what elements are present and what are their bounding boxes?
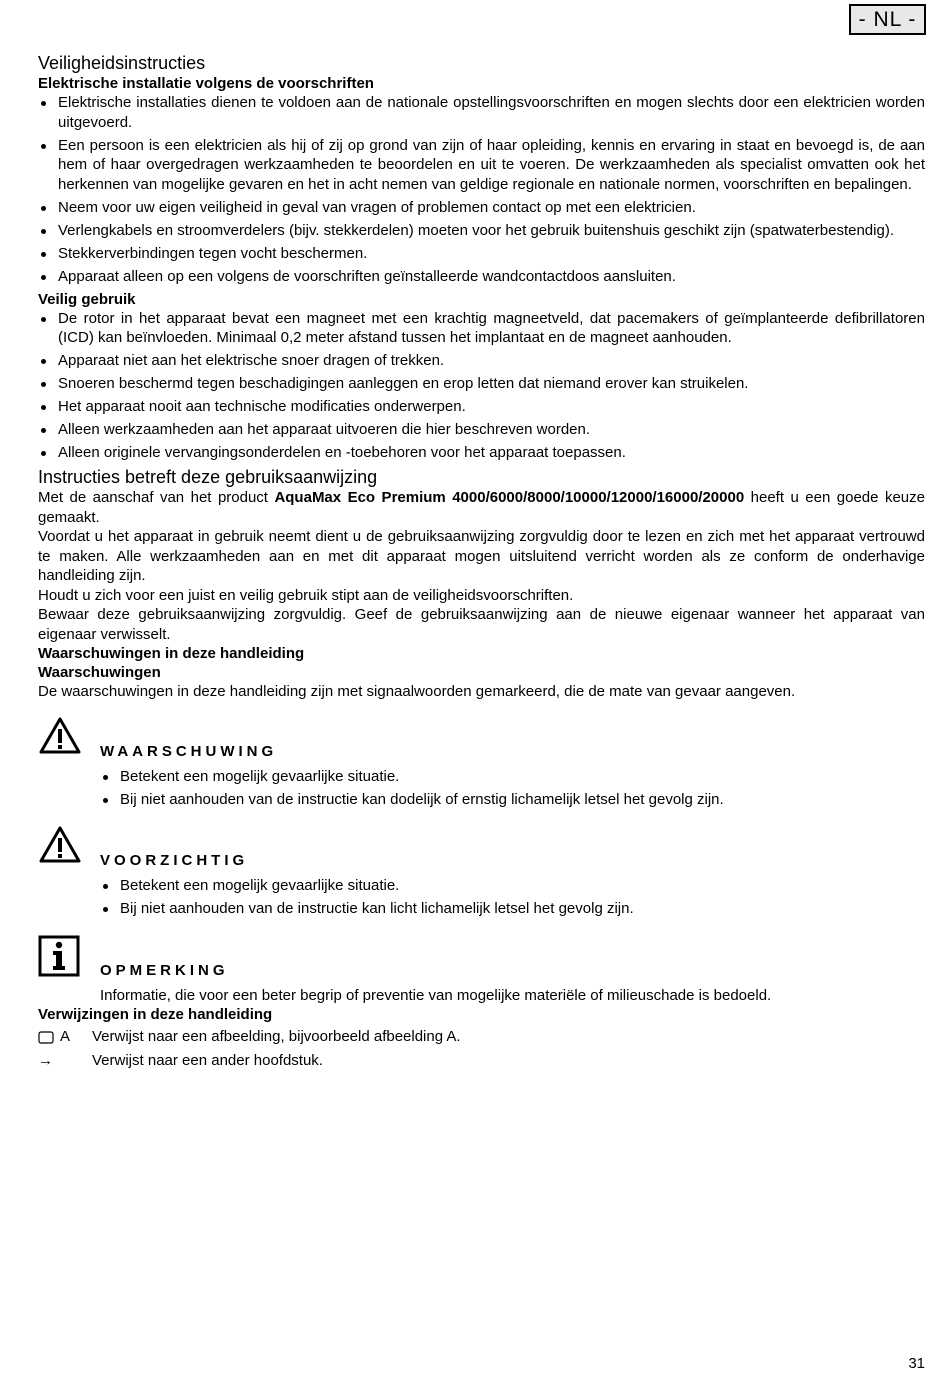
intro-text-after: heeft u een goede keuze gemaakt. <box>38 489 925 526</box>
list-item: Verlengkabels en stroomverdelers (bijv. stekkerdelen) moeten voor het gebruik buitenshuis geschikt zijn (spatwaterbestendig). <box>38 221 925 241</box>
list-item: Het apparaat nooit aan technische modificaties onderwerpen. <box>38 397 925 417</box>
list-item: Alleen werkzaamheden aan het apparaat uitvoeren die hier beschreven worden. <box>38 420 925 440</box>
page-number: 31 <box>908 1355 925 1372</box>
signal-word: VOORZICHTIG <box>100 852 249 869</box>
intro-text-before: Met de aanschaf van het product <box>38 489 275 506</box>
arrow-icon: → <box>38 1052 53 1069</box>
list-item: De rotor in het apparaat bevat een magneet met een krachtig magneetveld, dat pacemakers of geïmplanteerde defibrillatoren (ICD) kan beïnvloeden. Minimaal 0,2 meter afstand tussen het implantaat en de magneet aanhouden. <box>38 309 925 348</box>
notice-text: Informatie, die voor een beter begrip of preventie van mogelijke materiële of milieuschade is bedoeld. <box>100 986 772 1004</box>
list-item: Snoeren beschermd tegen beschadigingen aanleggen en erop letten dat niemand erover kan struikelen. <box>38 374 925 394</box>
signal-word: WAARSCHUWING <box>100 742 278 760</box>
warning-triangle-icon <box>38 825 82 870</box>
language-badge: - NL - <box>849 4 926 35</box>
list-item: Stekkerverbindingen tegen vocht beschermen. <box>38 244 925 264</box>
warning-triangle-icon <box>38 716 82 761</box>
instructions-intro <box>38 488 925 527</box>
notice-caution <box>38 825 925 919</box>
reference-row <box>38 1050 925 1072</box>
list-item: Alleen originele vervangingsonderdelen en -toebehoren voor het apparaat toepassen. <box>38 443 925 463</box>
figure-box-icon <box>38 1031 54 1044</box>
list-item: Een persoon is een elektricien als hij of zij op grond van zijn of haar opleiding, kennis en ervaring in staat en bevoegd is, de aan hem of haar overgedragen werkzaamheden te beoordelen en uit te voeren. De werkzaamheden als specialist omvatten ook het herkennen van mogelijke gevaren en het in acht nemen van geldige regionale en nationale normen, voorschriften en bepalingen. <box>38 136 925 195</box>
usage-list <box>38 309 925 463</box>
signal-word: OPMERKING <box>100 961 229 979</box>
list-item: Betekent een mogelijk gevaarlijke situatie. <box>100 767 925 787</box>
notice-note <box>38 935 925 1006</box>
figure-reference-symbol <box>38 1026 92 1048</box>
references-heading: Verwijzingen in deze handleiding <box>38 1006 273 1023</box>
list-item: Apparaat alleen op een volgens de voorschriften geïnstalleerde wandcontactdoos aansluiten. <box>38 267 925 287</box>
reference-row <box>38 1026 925 1048</box>
safety-title: Veiligheidsinstructies <box>38 53 206 73</box>
instructions-paragraph: Bewaar deze gebruiksaanwijzing zorgvuldig. Geef de gebruiksaanwijzing aan de nieuwe eigenaar wanneer het apparaat van eigenaar verwisselt. <box>38 606 925 643</box>
instructions-title: Instructies betreft deze gebruiksaanwijzing <box>38 467 378 487</box>
warnings-subheading: Waarschuwingen <box>38 664 161 681</box>
list-item: Betekent een mogelijk gevaarlijke situatie. <box>100 876 925 896</box>
electrical-heading: Elektrische installatie volgens de voorschriften <box>38 75 374 92</box>
page-content <box>38 52 925 1072</box>
instructions-paragraph: Houdt u zich voor een juist en veilig gebruik stipt aan de veiligheidsvoorschriften. <box>38 586 574 604</box>
product-name: AquaMax Eco Premium 4000/6000/8000/10000/12000/16000/20000 <box>274 489 745 506</box>
list-item: Elektrische installaties dienen te voldoen aan de nationale opstellingsvoorschriften en mogen slechts door een elektricien worden uitgevoerd. <box>38 93 925 132</box>
info-icon <box>38 935 80 982</box>
list-item: Bij niet aanhouden van de instructie kan licht lichamelijk letsel het gevolg zijn. <box>100 899 925 919</box>
usage-heading: Veilig gebruik <box>38 290 136 308</box>
warnings-heading: Waarschuwingen in deze handleiding <box>38 645 305 662</box>
instructions-paragraph: Voordat u het apparaat in gebruik neemt dient u de gebruiksaanwijzing zorgvuldig door te lezen en zich met het apparaat vertrouwd te maken. Alle werkzaamheden aan en met dit apparaat mogen uitsluitend verricht worden als ze conform de onderhavige handleiding zijn. <box>38 528 925 584</box>
notice-list <box>100 876 925 919</box>
list-item: Apparaat niet aan het elektrische snoer dragen of trekken. <box>38 351 925 371</box>
list-item: Bij niet aanhouden van de instructie kan dodelijk of ernstig lichamelijk letsel het gevolg zijn. <box>100 790 925 810</box>
warnings-text: De waarschuwingen in deze handleiding zijn met signaalwoorden gemarkeerd, die de mate van gevaar aangeven. <box>38 683 796 700</box>
reference-text: Verwijst naar een afbeelding, bijvoorbeeld afbeelding A. <box>92 1028 461 1045</box>
list-item: Neem voor uw eigen veiligheid in geval van vragen of problemen contact op met een elektricien. <box>38 198 925 218</box>
notice-warning <box>38 716 925 810</box>
reference-text: Verwijst naar een ander hoofdstuk. <box>92 1052 323 1069</box>
figure-letter: A <box>60 1028 71 1045</box>
electrical-list <box>38 93 925 286</box>
notice-list <box>100 767 925 810</box>
